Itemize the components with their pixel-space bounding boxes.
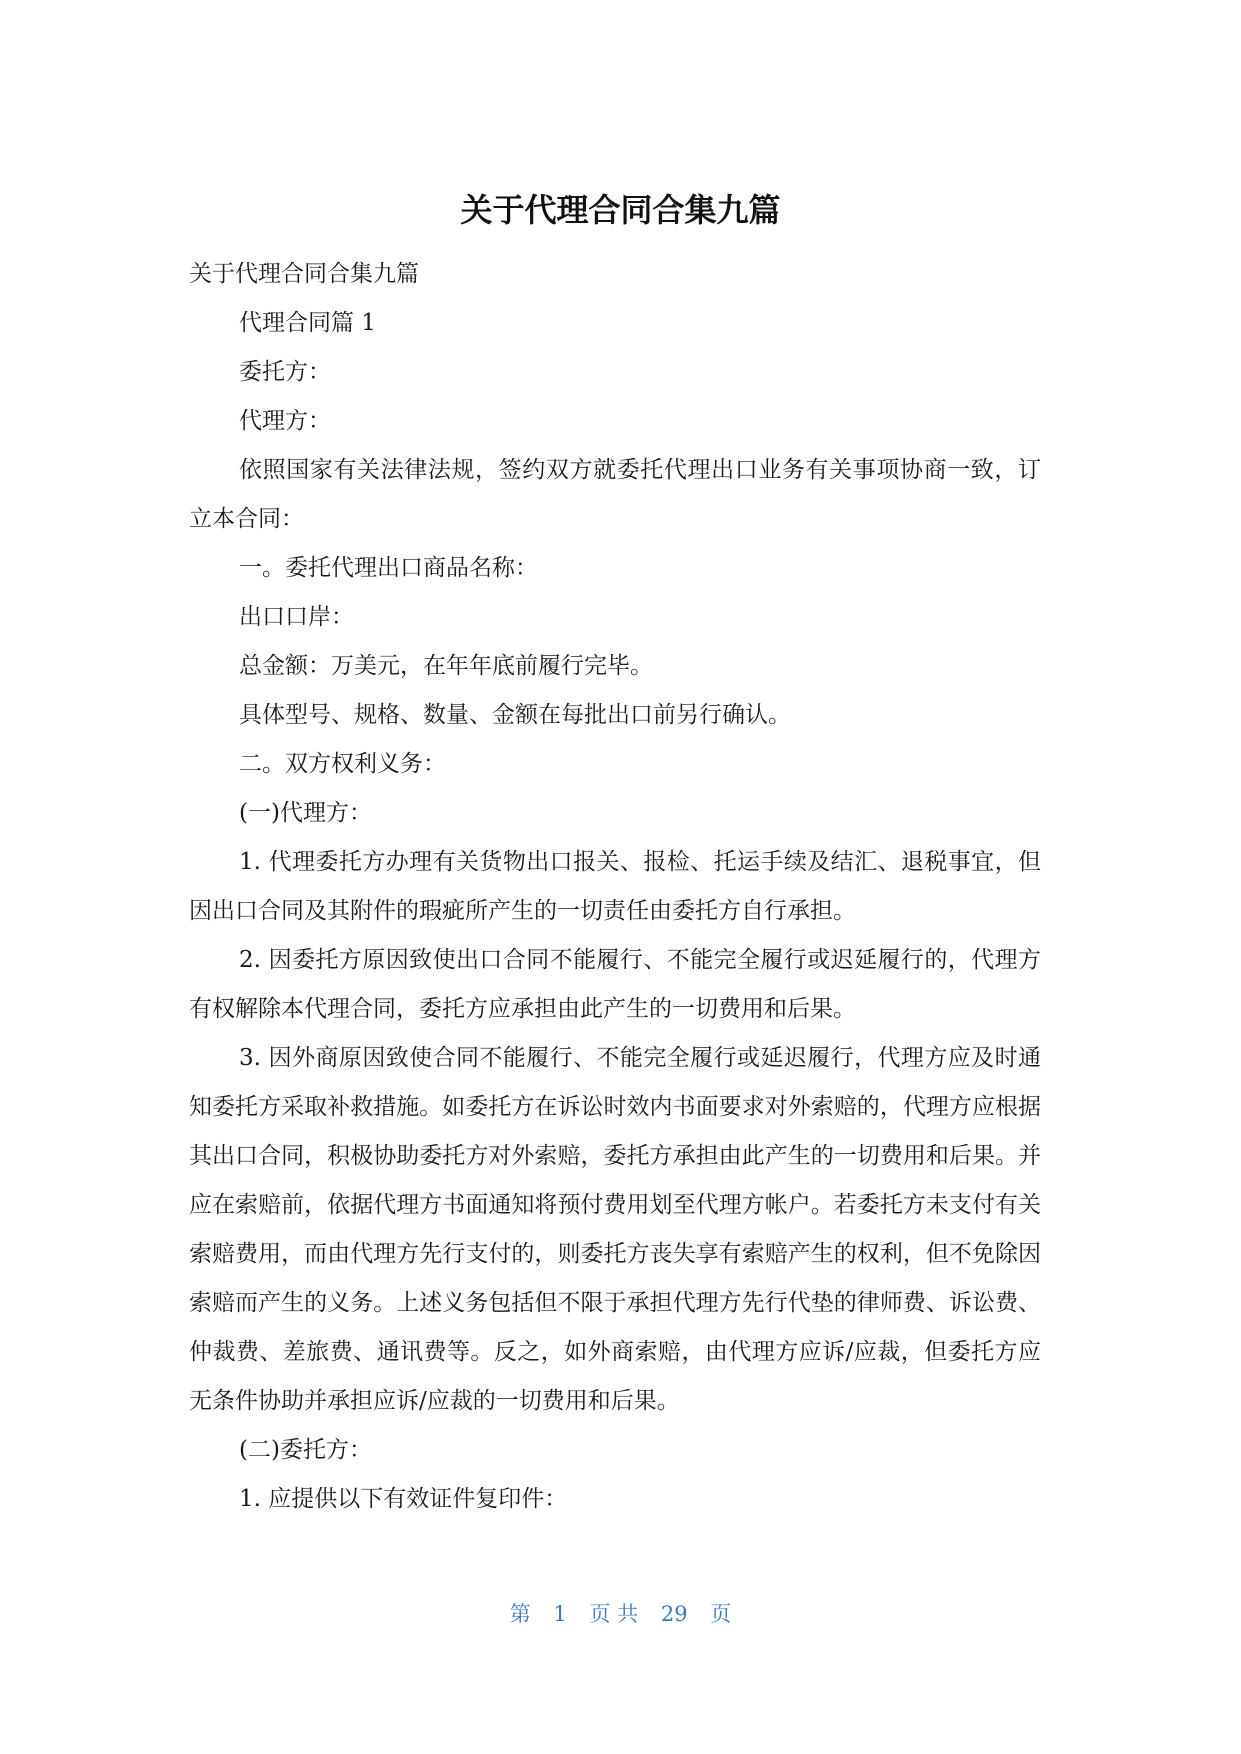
page-footer bbox=[0, 1599, 1241, 1629]
document-body bbox=[189, 250, 1041, 1524]
paragraph-agent: 代理方： bbox=[239, 408, 331, 434]
paragraph-agent-section: (一)代理方： bbox=[239, 800, 372, 826]
footer-page-suffix: 页 bbox=[710, 1602, 732, 1626]
paragraph-heading: 关于代理合同合集九篇 bbox=[189, 261, 419, 287]
paragraph-rights-obligations: 二。双方权利义务： bbox=[239, 751, 446, 777]
footer-page-number: 1 bbox=[553, 1602, 567, 1626]
paragraph-principal-item-1: 1. 应提供以下有效证件复印件： bbox=[239, 1486, 568, 1512]
footer-page-prefix: 第 bbox=[509, 1602, 531, 1626]
paragraph-goods-name: 一。委托代理出口商品名称： bbox=[239, 555, 538, 581]
footer-page-middle: 页 共 bbox=[589, 1602, 639, 1626]
paragraph-principal-section: (二)委托方： bbox=[239, 1437, 372, 1463]
paragraph-agent-item-2: 2. 因委托方原因致使出口合同不能履行、不能完全履行或迟延履行的，代理方有权解除本代理合同，委托方应承担由此产生的一切费用和后果。 bbox=[189, 947, 1041, 1022]
paragraph-principal: 委托方： bbox=[239, 359, 331, 385]
paragraph-preamble: 依照国家有关法律法规，签约双方就委托代理出口业务有关事项协商一致，订立本合同： bbox=[189, 457, 1041, 532]
paragraph-export-port: 出口口岸： bbox=[239, 604, 354, 630]
footer-total-pages: 29 bbox=[660, 1602, 688, 1626]
paragraph-total-amount: 总金额：万美元，在年年底前履行完毕。 bbox=[239, 653, 653, 679]
paragraph-section-title: 代理合同篇 1 bbox=[239, 310, 376, 336]
paragraph-agent-item-3: 3. 因外商原因致使合同不能履行、不能完全履行或延迟履行，代理方应及时通知委托方采取补救措施。如委托方在诉讼时效内书面要求对外索赔的，代理方应根据其出口合同，积极协助委托方对外索赔，委托方承担由此产生的一切费用和后果。并应在索赔前，依据代理方书面通知将预付费用划至代理方帐户。若委托方未支付有关索赔费用，而由代理方先行支付的，则委托方丧失享有索赔产生的权利，但不免除因索赔而产生的义务。上述义务包括但不限于承担代理方先行代垫的律师费、诉讼费、仲裁费、差旅费、通讯费等。反之，如外商索赔，由代理方应诉/应裁，但委托方应无条件协助并承担应诉/应裁的一切费用和后果。 bbox=[189, 1045, 1041, 1414]
paragraph-agent-item-1: 1. 代理委托方办理有关货物出口报关、报检、托运手续及结汇、退税事宜，但因出口合同及其附件的瑕疵所产生的一切责任由委托方自行承担。 bbox=[189, 849, 1041, 924]
document-title: 关于代理合同合集九篇 bbox=[460, 191, 781, 229]
paragraph-specifications: 具体型号、规格、数量、金额在每批出口前另行确认。 bbox=[239, 702, 791, 728]
